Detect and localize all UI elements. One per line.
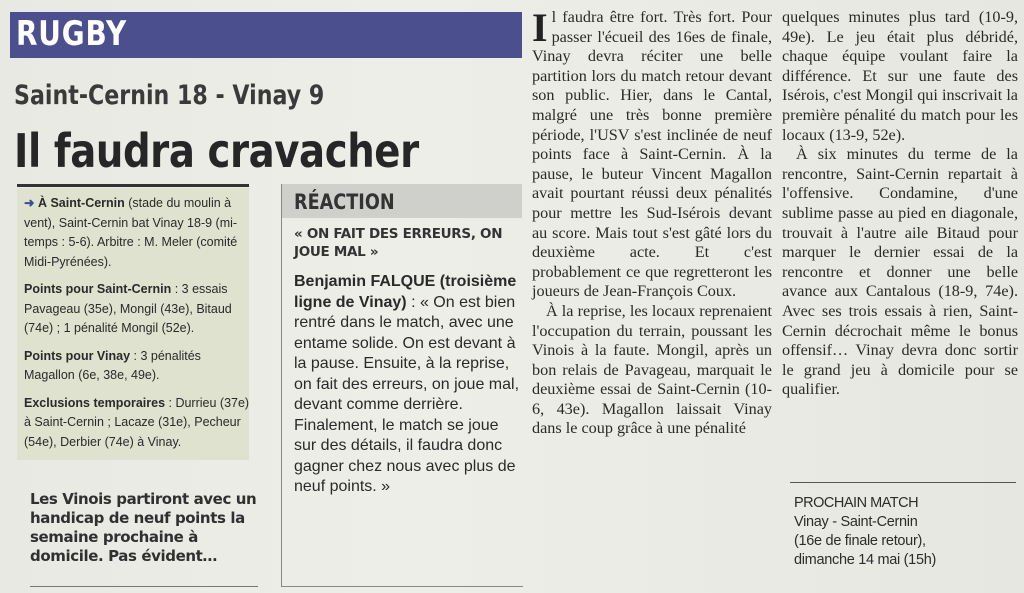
info-intro-text: (stade du moulin à vent), Saint-Cernin bat Vinay 18-9 (mi-temps : 5-6). Arbitre : M. Meler (comité Midi-Pyrénées).: [24, 196, 238, 269]
next-match-box: [794, 494, 1014, 570]
info-intro-label: À Saint-Cernin: [37, 196, 125, 210]
next-match-rule: [790, 482, 1016, 483]
next-match-title: PROCHAIN MATCH: [794, 495, 919, 511]
info-exclusions-label: Exclusions temporaires: [24, 395, 166, 410]
reaction-text: : « On est bien rentré dans le match, avec une entame solide. On est devant à la pause. Ensuite, à la reprise, on fait des erreurs, on joue mal, devant comme derrière. Finalement, le match se joue sur des détails, il faudra donc gagner chez nous avec plus de neuf points. »: [294, 293, 520, 495]
teaser-rule: [30, 586, 258, 587]
info-intro: [24, 194, 250, 272]
article-column-1: [532, 5, 772, 439]
reaction-speaker: Benjamin FALQUE (troisième ligne de Vinay): [294, 273, 517, 311]
next-match-round: (16e de finale retour),: [794, 533, 926, 549]
arrow-right-icon: ➜: [24, 196, 35, 210]
info-points-vinay: [24, 347, 250, 386]
article-paragraph: À six minutes du terme de la rencontre, Saint-Cernin repartait à l'offensive. Condamine, d'une sublime passe au pied en diagonale, trouvait à l'autre aile Bitaud pour marquer le dernier essai de la rencontre et donner une belle avance aux Cantalous (18-9, 74e). Avec ses trois essais à rien, Saint-Cernin décrochait même le bonus offensif… Vinay devra donc sortir le grand jeu à domicile pour se qualifier.: [782, 145, 1018, 399]
reaction-quote-headline: « ON FAIT DES ERREURS, ON JOUE MAL »: [294, 226, 503, 260]
info-points-vinay-text: : 3 pénalités Magallon (6e, 38e, 49e).: [24, 348, 201, 382]
info-points-sc-label: Points pour Saint-Cernin: [24, 282, 172, 296]
section-label: RUGBY: [16, 14, 128, 54]
match-info-text: [24, 194, 250, 460]
article-paragraph: quelques minutes plus tard (10-9, 49e). Le jeu était plus débridé, chaque équipe voulant faire la différence. Et sur une faute des Isérois, c'est Mongil qui inscrivait la première pénalité du match pour les locaux (13-9, 52e).: [782, 8, 1018, 144]
next-match-teams: Vinay - Saint-Cernin: [794, 514, 918, 530]
info-points-sc-text: : 3 essais Pavageau (35e), Mongil (43e), Bitaud (74e) ; 1 pénalité Mongil (52e).: [24, 282, 232, 335]
info-points-vinay-label: Points pour Vinay: [24, 348, 131, 363]
reaction-body: [294, 272, 520, 498]
info-box-rule: [17, 184, 249, 187]
article-column-2: [782, 8, 1018, 400]
article-paragraph: [532, 5, 772, 302]
info-exclusions-text: : Durrieu (37e) à Saint-Cernin ; Lacaze (31e), Pecheur (54e), Derbier (74e) à Vinay.: [24, 395, 250, 449]
info-exclusions: [24, 394, 250, 453]
article-paragraph: À la reprise, les locaux reprenaient l'occupation du terrain, poussant les Vinois à la faute. Mongil, après un bon relais de Pavageau, marquait le deuxième essai de Saint-Cernin (10-6, 43e). Magallon laissait Vinay dans le coup grâce à une pénalité: [532, 301, 772, 438]
reaction-label: RÉACTION: [294, 190, 395, 214]
info-points-saint-cernin: [24, 280, 250, 339]
match-score-line: Saint-Cernin 18 - Vinay 9: [14, 80, 325, 111]
next-match-date: dimanche 14 mai (15h): [794, 552, 936, 568]
teaser-text: Les Vinois partiront avec un handicap de neuf points la semaine prochaine à domicile. Pas évident…: [30, 490, 257, 565]
page-title: Il faudra cravacher: [14, 124, 419, 178]
drop-cap: I: [532, 5, 548, 50]
article-text: l faudra être fort. Très fort. Pour passer l'écueil des 16es de finale, Vinay devra réciter une belle partition lors du match retour devant son public. Hier, dans le Cantal, malgré une très bonne première période, l'USV s'est inclinée de neuf points face à Saint-Cernin. À la pause, le buteur Vincent Magallon avait pourtant réussi deux pénalités pour mettre les Sud-Isérois devant au score. Mais tout s'est gâté lors du deuxième acte. Et c'est probablement ce que regretteront les joueurs de Jean-François Coux.: [532, 8, 772, 301]
